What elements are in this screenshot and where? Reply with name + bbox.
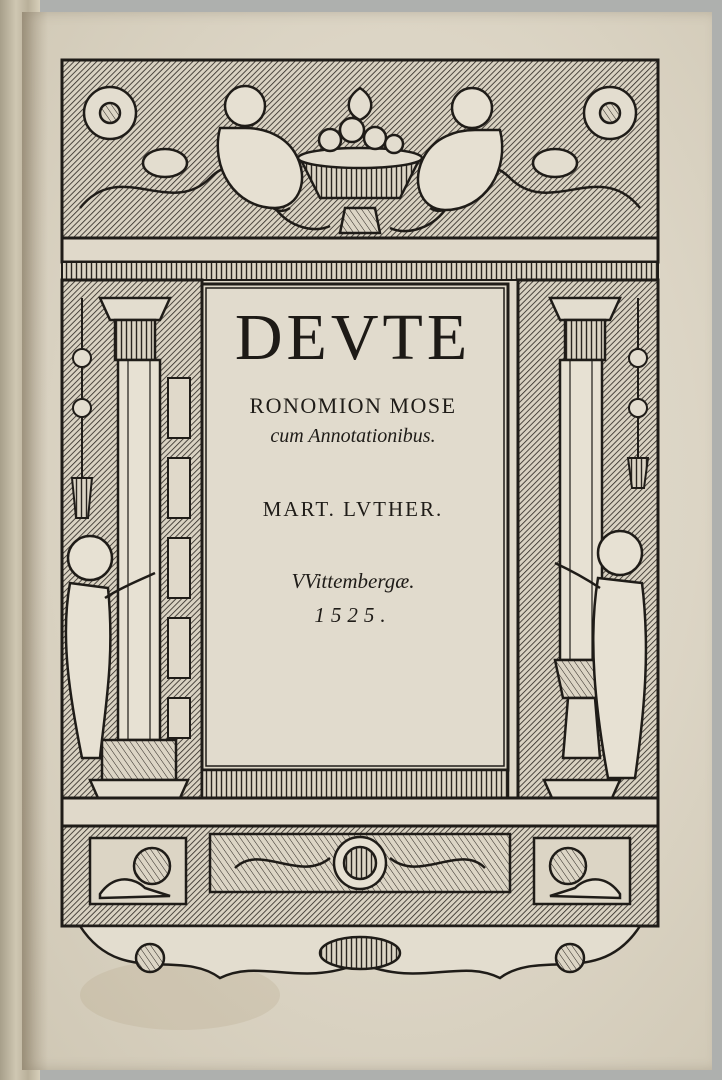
title-line-2: RONOMION MOSE [249,393,457,418]
imprint-year: 1525. [314,603,392,627]
title-text-panel [205,287,501,765]
right-column [518,280,658,800]
left-column [62,280,202,800]
bottom-frieze [62,826,658,978]
author-line: MART. LVTHER. [262,497,444,521]
title-line-1: DEVTE [234,301,472,374]
lion-right [534,838,630,904]
title-line-3: cum Annotationibus. [270,425,436,447]
top-frieze [62,60,658,280]
gutter-shadow [22,12,48,1070]
medallion-head [210,834,510,892]
lion-left [90,838,186,904]
imprint-place: VVittembergæ. [291,569,415,593]
